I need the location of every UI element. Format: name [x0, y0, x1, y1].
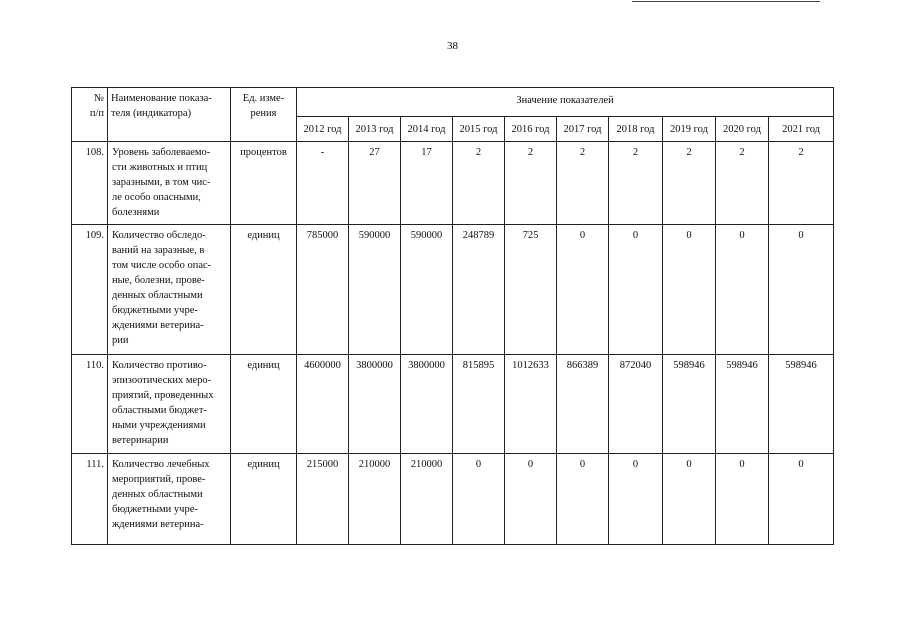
row-number-cell: 109.	[72, 225, 108, 355]
header-year-cell: 2019 год	[663, 117, 716, 142]
indicator-name-cell	[108, 355, 231, 454]
header-unit-line: рения	[250, 108, 277, 119]
indicator-name-line: Уровень заболеваемо-	[112, 147, 211, 158]
header-year-cell: 2017 год	[557, 117, 609, 142]
value-cell: 2	[663, 142, 716, 225]
indicator-name-line: болезнями	[112, 207, 160, 218]
value-cell: 210000	[401, 454, 453, 545]
indicator-name-cell	[108, 225, 231, 355]
value-cell: 2	[609, 142, 663, 225]
indicator-name-line: сти животных и птиц	[112, 162, 208, 173]
value-cell: 248789	[453, 225, 505, 355]
value-cell: 0	[557, 454, 609, 545]
header-year-cell: 2014 год	[401, 117, 453, 142]
header-year-cell: 2016 год	[505, 117, 557, 142]
value-cell: 17	[401, 142, 453, 225]
header-year-cell: 2018 год	[609, 117, 663, 142]
header-number-line: №	[93, 93, 104, 104]
value-cell: 0	[716, 454, 769, 545]
indicator-name-line: эпизоотических меро-	[112, 375, 212, 386]
header-name-line: Наименование показа-	[111, 93, 212, 104]
indicator-name-line: денных областными	[112, 290, 203, 301]
value-cell: 27	[349, 142, 401, 225]
value-cell: 0	[453, 454, 505, 545]
indicator-name-line: денных областными	[112, 489, 203, 500]
indicator-name-line: ветеринарии	[112, 435, 169, 446]
unit-cell: единиц	[231, 225, 297, 355]
header-unit-line: Ед. изме-	[242, 93, 285, 104]
indicator-name-line: ные, болезни, прове-	[112, 275, 205, 286]
header-name-cell	[108, 88, 231, 142]
header-unit-cell	[231, 88, 297, 142]
value-cell: 2	[453, 142, 505, 225]
header-number-line: п/п	[89, 108, 104, 119]
value-cell: 0	[769, 454, 834, 545]
top-edge-rule	[632, 1, 820, 2]
value-cell: 785000	[297, 225, 349, 355]
indicator-name-line: мероприятий, прове-	[112, 474, 206, 485]
value-cell: 0	[505, 454, 557, 545]
indicator-name-line: Количество обследо-	[112, 230, 206, 241]
value-cell: 0	[609, 454, 663, 545]
value-cell: 2	[505, 142, 557, 225]
indicator-name-line: бюджетными учре-	[112, 504, 198, 515]
indicator-name-line: заразными, в том чис-	[112, 177, 211, 188]
header-row-top	[72, 88, 834, 117]
table-row	[72, 225, 834, 355]
header-year-cell: 2013 год	[349, 117, 401, 142]
table-row	[72, 355, 834, 454]
header-number-cell	[72, 88, 108, 142]
value-cell: 590000	[401, 225, 453, 355]
page-number: 38	[447, 40, 458, 52]
indicator-name-line: ждениями ветерина-	[112, 519, 204, 530]
value-cell: 598946	[663, 355, 716, 454]
row-number-cell: 108.	[72, 142, 108, 225]
indicator-name-line: бюджетными учре-	[112, 305, 198, 316]
header-year-cell: 2020 год	[716, 117, 769, 142]
indicator-name-line: приятий, проведенных	[112, 390, 214, 401]
value-cell: 725	[505, 225, 557, 355]
unit-cell: единиц	[231, 355, 297, 454]
indicator-name-line: Количество противо-	[112, 360, 207, 371]
row-number-cell: 111.	[72, 454, 108, 545]
value-cell: 598946	[716, 355, 769, 454]
table-row	[72, 454, 834, 545]
indicator-name-line: ными учреждениями	[112, 420, 206, 431]
indicator-name-line: том числе особо опас-	[112, 260, 212, 271]
value-cell: 2	[557, 142, 609, 225]
header-year-cell: 2012 год	[297, 117, 349, 142]
unit-cell: единиц	[231, 454, 297, 545]
unit-cell: процентов	[231, 142, 297, 225]
header-year-cell: 2015 год	[453, 117, 505, 142]
indicator-name-line: областными бюджет-	[112, 405, 207, 416]
value-cell: 4600000	[297, 355, 349, 454]
value-cell: 2	[716, 142, 769, 225]
value-cell: 210000	[349, 454, 401, 545]
value-cell: 1012633	[505, 355, 557, 454]
indicator-name-line: Количество лечебных	[112, 459, 210, 470]
indicator-name-cell	[108, 454, 231, 545]
value-cell: 215000	[297, 454, 349, 545]
value-cell: 3800000	[401, 355, 453, 454]
value-cell: 0	[557, 225, 609, 355]
indicator-name-line: рии	[112, 335, 129, 346]
value-cell: 0	[769, 225, 834, 355]
value-cell: 0	[663, 225, 716, 355]
indicator-name-line: ваний на заразные, в	[112, 245, 205, 256]
indicator-name-line: ждениями ветерина-	[112, 320, 204, 331]
header-year-cell: 2021 год	[769, 117, 834, 142]
value-cell: 815895	[453, 355, 505, 454]
value-cell: -	[297, 142, 349, 225]
value-cell: 598946	[769, 355, 834, 454]
value-cell: 3800000	[349, 355, 401, 454]
indicator-name-line: ле особо опасными,	[112, 192, 201, 203]
value-cell: 590000	[349, 225, 401, 355]
indicators-table	[71, 87, 834, 545]
value-cell: 2	[769, 142, 834, 225]
row-number-cell: 110.	[72, 355, 108, 454]
indicator-name-cell	[108, 142, 231, 225]
value-cell: 0	[716, 225, 769, 355]
value-cell: 0	[609, 225, 663, 355]
value-cell: 866389	[557, 355, 609, 454]
value-cell: 872040	[609, 355, 663, 454]
table-body	[72, 142, 834, 545]
table-row	[72, 142, 834, 225]
header-name-line: теля (индикатора)	[111, 108, 192, 119]
header-values-cell: Значение показателей	[297, 88, 834, 117]
value-cell: 0	[663, 454, 716, 545]
